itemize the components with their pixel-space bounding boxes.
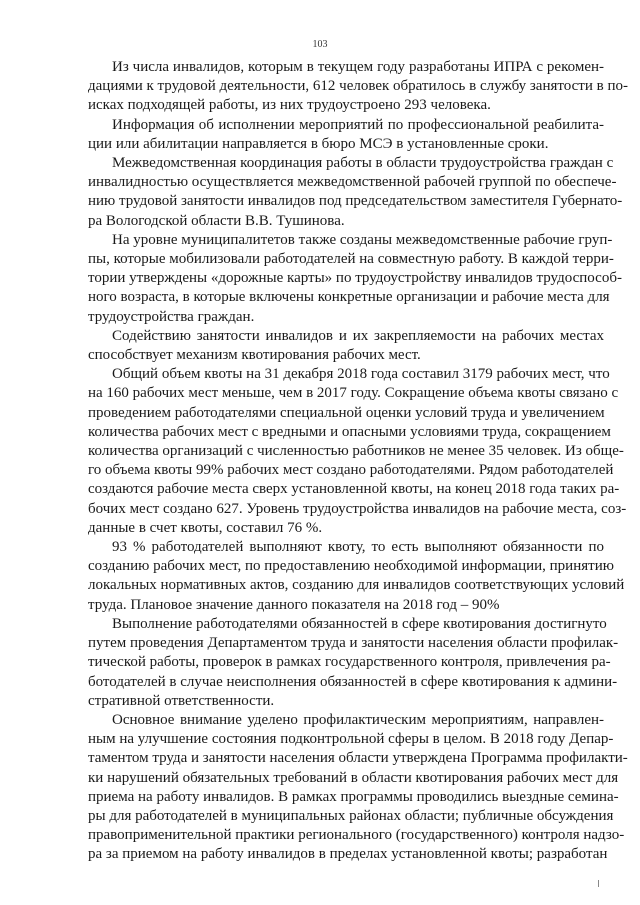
- text-line: приема на работу инвалидов. В рамках программы проводились выездные семина-: [88, 788, 619, 805]
- text-line: количества организаций с численностью работников не менее 35 человек. Из обще-: [88, 443, 624, 460]
- paragraph: [88, 365, 627, 538]
- text-line: стративной ответственности.: [88, 692, 275, 709]
- text-line: ра за приемом на работу инвалидов в пределах установленной квоты; разработан: [88, 846, 608, 863]
- text-line: дациями к трудовой деятельности, 612 человек обратилось в службу занятости в по-: [88, 78, 628, 95]
- text-line: на 160 рабочих мест меньше, чем в 2017 году. Сокращение объема квоты связано с: [88, 385, 619, 402]
- paragraph: [88, 116, 604, 154]
- text-line: таментом труда и занятости населения области утверждена Программа профилакти-: [88, 750, 628, 767]
- page-number: 103: [312, 39, 328, 50]
- paragraph: [88, 711, 628, 865]
- text-line: Основное внимание уделено профилактическим мероприятиям, направлен-: [112, 711, 604, 728]
- text-line: локальных нормативных актов, созданию для инвалидов соответствующих условий: [88, 577, 625, 594]
- text-line: количества рабочих мест с вредными и опасными условиями труда, сокращением: [88, 423, 611, 440]
- text-line: ным на улучшение состояния подконтрольной сферы в целом. В 2018 году Депар-: [88, 731, 614, 748]
- text-line: Межведомственная координация работы в области трудоустройства граждан с: [112, 155, 614, 172]
- text-line: способствует механизм квотирования рабочих мест.: [88, 347, 421, 364]
- text-line: Содействию занятости инвалидов и их закрепляемости на рабочих местах: [112, 327, 604, 344]
- text-line: бочих мест создано 627. Уровень трудоустройства инвалидов на рабочие места, соз-: [88, 500, 627, 517]
- text-line: создаются рабочие места сверх установленной квоты, на конец 2018 года таких ра-: [88, 481, 620, 498]
- text-line: ра Вологодской области В.В. Тушинова.: [88, 212, 345, 229]
- text-line: данные в счет квоты, составил 76 %.: [88, 519, 323, 536]
- text-line: Информация об исполнении мероприятий по профессиональной реабилита-: [112, 116, 604, 133]
- text-line: исках подходящей работы, из них трудоустроено 293 человека.: [88, 97, 491, 114]
- text-line: ции или абилитации направляется в бюро МСЭ в установленные сроки.: [88, 135, 549, 152]
- paragraph: [88, 615, 619, 711]
- text-line: созданию рабочих мест, по предоставлению необходимой информации, принятию: [88, 558, 614, 575]
- paragraph: [88, 327, 604, 365]
- text-line: инвалидностью осуществляется межведомственной рабочей группой по обеспече-: [88, 174, 617, 191]
- paragraph: [88, 538, 625, 615]
- text-line: путем проведения Департаментом труда и занятости населения области профилак-: [88, 635, 619, 652]
- text-line: тической работы, проверок в рамках государственного контроля, привлечения ра-: [88, 654, 611, 671]
- text-line: тории утверждены «дорожные карты» по трудоустройству инвалидов трудоспособ-: [88, 270, 622, 287]
- text-line: 93 % работодателей выполняют квоту, то есть выполняют обязанности по: [112, 539, 604, 556]
- text-line: ки нарушений обязательных требований в области квотирования рабочих мест для: [88, 769, 619, 786]
- text-line: проведением работодателями специальной оценки условий труда и увеличением: [88, 404, 605, 421]
- text-line: На уровне муниципалитетов также созданы межведомственные рабочие груп-: [112, 231, 613, 248]
- text-line: правоприменительной практики регионального (государственного) контроля надзо-: [88, 827, 625, 844]
- text-line: го объема квоты 99% рабочих мест создано работодателями. Рядом работодателей: [88, 462, 614, 479]
- text-line: Общий объем квоты на 31 декабря 2018 года составил 3179 рабочих мест, что: [112, 366, 610, 383]
- text-line: Выполнение работодателями обязанностей в сфере квотирования достигнуто: [112, 615, 607, 632]
- paragraph: [88, 58, 628, 116]
- text-line: Из числа инвалидов, которым в текущем году разработаны ИПРА с рекомен-: [112, 59, 604, 75]
- text-line: трудоустройства граждан.: [88, 308, 255, 325]
- paragraph: [88, 154, 623, 231]
- text-line: ного возраста, в которые включены конкретные организации и рабочие места для: [88, 289, 610, 306]
- text-line: пы, которые мобилизовали работодателей на совместную работу. В каждой терри-: [88, 251, 614, 268]
- paragraph: [88, 231, 622, 327]
- text-line: нию трудовой занятости инвалидов под председательством заместителя Губернато-: [88, 193, 623, 210]
- text-line: труда. Плановое значение данного показателя на 2018 год – 90%: [88, 596, 500, 613]
- text-line: ботодателей в случае неисполнения обязанностей в сфере квотирования к админи-: [88, 673, 618, 690]
- text-line: ры для работодателей в муниципальных районах области; публичные обсуждения: [88, 807, 614, 824]
- body-text: [88, 58, 628, 865]
- scan-edge-mark: [598, 880, 599, 887]
